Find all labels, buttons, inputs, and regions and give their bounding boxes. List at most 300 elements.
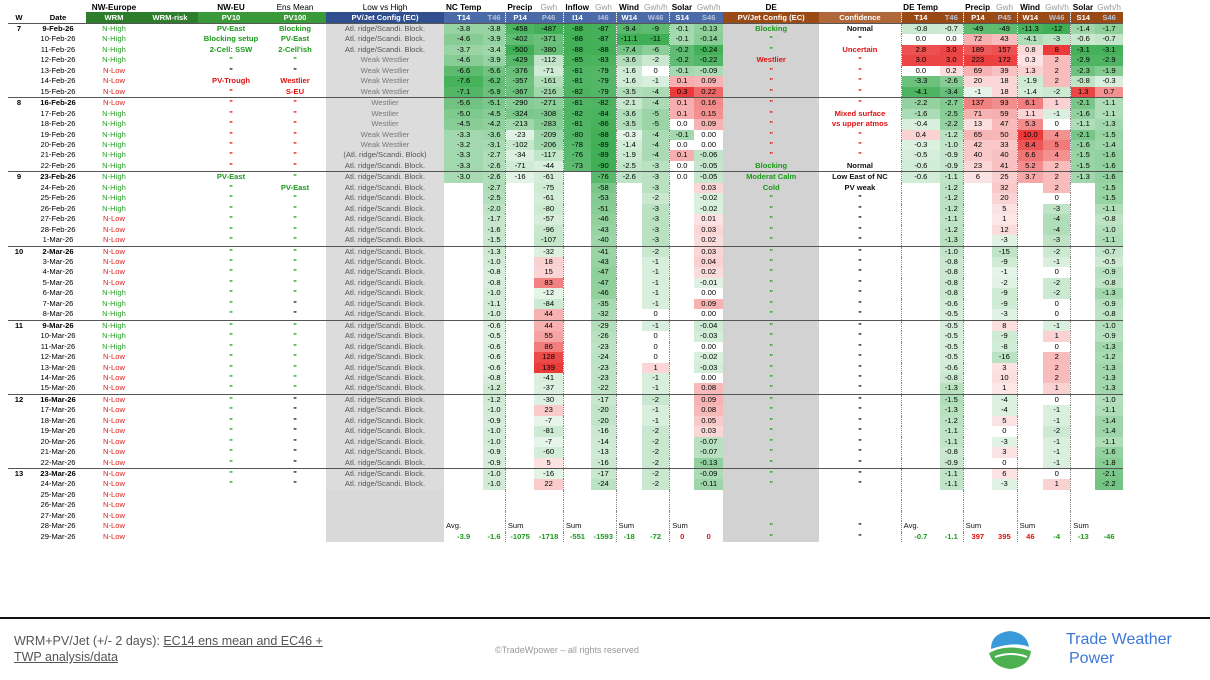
cell-de-t14: -0.7 xyxy=(901,532,940,542)
group-header-11: Inflow xyxy=(565,3,590,12)
cell-inflow-i46: -43 xyxy=(591,257,616,267)
cell-de-pv-jet-config: " xyxy=(723,363,819,373)
group-header-17: DE xyxy=(765,3,777,12)
cell-wrm-risk xyxy=(142,383,198,394)
cell-inflow-i46: -20 xyxy=(591,416,616,426)
table-row xyxy=(8,87,1123,98)
cell-de-p14: 137 xyxy=(963,98,992,109)
cell-pv-jet-config: Westlier xyxy=(326,98,444,109)
cell-confidence: " xyxy=(858,34,862,44)
cell-wind-w46: -1 xyxy=(642,288,670,298)
cell-precip-p46: -380 xyxy=(534,45,563,55)
cell-inflow-i14 xyxy=(563,479,591,489)
footer-source-link[interactable]: EC14 ens mean and EC46 + xyxy=(163,634,323,648)
cell-solar-s14 xyxy=(670,204,694,214)
cell-de-t46: -1.1 xyxy=(940,469,963,480)
cell-pv-jet-config: Atl. ridge/Scandi. Block. xyxy=(326,352,444,362)
cell-inflow-i46: -79 xyxy=(591,76,616,86)
cell-nc-t14 xyxy=(444,363,483,373)
cell-pv100: " xyxy=(293,65,297,75)
cell-de-s14 xyxy=(1071,331,1095,341)
cell-inflow-i46: -23 xyxy=(591,363,616,373)
table-row xyxy=(8,66,1123,76)
cell-de-w14 xyxy=(1017,278,1043,288)
cell-de-w46: -1 xyxy=(1043,257,1071,267)
cell-pv-jet-config: Weak Westlier xyxy=(326,76,444,86)
table-row xyxy=(8,288,1123,298)
cell-pv10: " xyxy=(229,214,233,224)
table-row xyxy=(8,426,1123,436)
cell-week xyxy=(8,278,30,288)
table-row xyxy=(8,204,1123,214)
cell-de-w46: -4 xyxy=(1043,214,1071,224)
cell-de-p45: 10 xyxy=(992,373,1017,383)
table-row xyxy=(8,469,1123,480)
cell-solar-s14: -0.1 xyxy=(670,66,694,76)
cell-de-s46: -0.7 xyxy=(1095,34,1123,44)
cell-wind-w14 xyxy=(616,225,642,235)
cell-de-w46 xyxy=(1043,490,1071,500)
cell-pv-jet-config: Atl. ridge/Scandi. Block. xyxy=(326,479,444,489)
cell-confidence: " xyxy=(858,309,862,319)
cell-pv-jet-config: Atl. ridge/Scandi. Block. xyxy=(326,214,444,224)
cell-wrm: N-Low xyxy=(103,500,125,510)
cell-wrm: N-Low xyxy=(103,383,125,393)
cell-wrm: N-Low xyxy=(103,65,125,75)
cell-pv100: Westlier xyxy=(280,76,310,86)
cell-precip-p14: -429 xyxy=(505,55,534,65)
cell-de-p45: 59 xyxy=(992,109,1017,119)
cell-solar-s46: -0.02 xyxy=(694,204,723,214)
cell-solar-s14 xyxy=(670,458,694,469)
cell-wind-w46: -1 xyxy=(642,383,670,394)
cell-week xyxy=(8,87,30,98)
cell-inflow-i14: -82 xyxy=(563,109,591,119)
cell-wind-w14: -3.5 xyxy=(616,87,642,98)
cell-pv10: " xyxy=(229,436,233,446)
cell-pv10: " xyxy=(229,160,233,170)
cell-pv10: " xyxy=(229,119,233,129)
cell-de-pv-jet-config xyxy=(723,511,819,521)
cell-de-pv-jet-config: " xyxy=(723,109,819,119)
cell-pv-jet-config: Weak Westlier xyxy=(326,55,444,65)
cell-date: 22-Mar-26 xyxy=(40,457,76,467)
cell-de-t46: -1.0 xyxy=(940,140,963,150)
cell-inflow-i14: -551 xyxy=(563,532,591,542)
cell-de-s14: -1.4 xyxy=(1071,24,1095,35)
cell-precip-p14: -290 xyxy=(505,98,534,109)
cell-wrm: N-Low xyxy=(86,246,142,257)
cell-solar-s46: 0.01 xyxy=(694,214,723,224)
cell-pv-jet-config: Atl. ridge/Scandi. Block. xyxy=(326,405,444,415)
cell-wrm-risk xyxy=(142,352,198,362)
cell-nc-t14 xyxy=(444,288,483,298)
cell-de-p14 xyxy=(963,267,992,277)
cell-nc-t14 xyxy=(444,469,483,480)
cell-de-s46 xyxy=(1095,511,1123,521)
cell-date: 10-Mar-26 xyxy=(40,331,76,341)
cell-de-w46: 4 xyxy=(1043,130,1071,140)
cell-pv10: PV-Trough xyxy=(212,76,250,86)
cell-de-w14: -11.3 xyxy=(1017,24,1043,35)
cell-pv-jet-config: Atl. ridge/Scandi. Block. xyxy=(326,161,444,172)
cell-pv100: " xyxy=(293,193,297,203)
cell-de-pv-jet-config: " xyxy=(723,521,819,531)
cell-wrm: N-High xyxy=(102,55,126,65)
cell-de-t14 xyxy=(901,246,940,257)
cell-date: 20-Feb-26 xyxy=(40,139,76,149)
cell-nc-t14: -3.3 xyxy=(444,161,483,172)
cell-nc-t14: -3.2 xyxy=(444,140,483,150)
cell-de-p14 xyxy=(963,288,992,298)
cell-solar-s14 xyxy=(670,373,694,383)
cell-week xyxy=(8,66,30,76)
cell-de-p14: 223 xyxy=(963,55,992,65)
group-header-14: Gwh/h xyxy=(644,3,668,12)
cell-de-s46: -1.8 xyxy=(1095,458,1123,469)
cell-de-s46: -1.6 xyxy=(1095,150,1123,160)
cell-de-s14 xyxy=(1071,309,1095,320)
cell-wrm: N-Low xyxy=(103,531,125,541)
cell-nc-t14 xyxy=(444,447,483,457)
cell-wind-w14: -1.9 xyxy=(616,150,642,160)
cell-nc-t14: -3.0 xyxy=(444,172,483,183)
cell-week xyxy=(8,447,30,457)
cell-precip-p46: 128 xyxy=(534,352,563,362)
cell-wind-w46: -9 xyxy=(642,24,670,35)
cell-de-p45: 41 xyxy=(992,161,1017,172)
cell-inflow-i14 xyxy=(563,394,591,405)
cell-de-p45: 6 xyxy=(992,469,1017,480)
cell-de-w14 xyxy=(1017,458,1043,469)
cell-de-t14: 3.0 xyxy=(901,55,940,65)
cell-nc-t46: -2.0 xyxy=(483,204,505,214)
cell-de-s46: -1.5 xyxy=(1095,130,1123,140)
cell-wrm: N-Low xyxy=(86,469,142,480)
cell-solar-s14 xyxy=(670,511,694,521)
cell-precip-p46: 139 xyxy=(534,363,563,373)
cell-solar-s46: 0.00 xyxy=(694,373,723,383)
cell-de-pv-jet-config: " xyxy=(723,426,819,436)
footer-source-link-2[interactable]: TWP analysis/data xyxy=(14,650,118,664)
cell-de-w46: 0 xyxy=(1043,342,1071,352)
cell-de-t46: -1.3 xyxy=(940,235,963,246)
cell-nc-t14 xyxy=(444,426,483,436)
table-row xyxy=(8,352,1123,362)
cell-de-pv-jet-config: " xyxy=(723,352,819,362)
cell-de-pv-jet-config: " xyxy=(723,288,819,298)
cell-pv100: " xyxy=(293,309,297,319)
cell-de-t14: -0.4 xyxy=(901,119,940,129)
cell-de-t14 xyxy=(901,383,940,394)
cell-solar-s14 xyxy=(670,331,694,341)
cell-de-t46: -1.1 xyxy=(940,214,963,224)
cell-de-t46: -0.5 xyxy=(940,309,963,320)
cell-solar-s14 xyxy=(670,447,694,457)
cell-precip-p46: -57 xyxy=(534,214,563,224)
cell-de-t14 xyxy=(901,257,940,267)
cell-nc-t14: -6.6 xyxy=(444,66,483,76)
cell-de-p45: 157 xyxy=(992,45,1017,55)
cell-week xyxy=(8,161,30,172)
cell-precip-p14: -71 xyxy=(505,161,534,172)
cell-nc-t46: -0.8 xyxy=(483,278,505,288)
cell-wind-w14 xyxy=(616,204,642,214)
cell-de-s46: -1.1 xyxy=(1095,437,1123,447)
cell-pv-jet-config xyxy=(326,532,444,542)
cell-wind-w46: -1 xyxy=(642,299,670,309)
cell-week xyxy=(8,214,30,224)
cell-precip-p46: 5 xyxy=(534,458,563,469)
group-header-16: Gwh/h xyxy=(696,3,721,12)
cell-week xyxy=(8,299,30,309)
cell-de-t46: -0.5 xyxy=(940,320,963,331)
cell-de-pv-jet-config xyxy=(723,500,819,510)
cell-de-w46: 1 xyxy=(1043,331,1071,341)
group-header-1 xyxy=(30,3,86,12)
cell-pv100: " xyxy=(293,277,297,287)
cell-nc-t46: -0.6 xyxy=(483,352,505,362)
cell-pv10: " xyxy=(229,108,233,118)
cell-de-w46: 2 xyxy=(1043,161,1071,172)
cell-de-s14 xyxy=(1071,447,1095,457)
cell-de-w14: 0.3 xyxy=(1017,55,1043,65)
cell-de-w14: -1.9 xyxy=(1017,76,1043,86)
cell-de-p45: -9 xyxy=(992,331,1017,341)
cell-wrm: N-Low xyxy=(103,405,125,415)
cell-pv10: PV-East xyxy=(198,172,264,183)
cell-pv10: 2-Cell: SSW xyxy=(209,44,253,54)
cell-pv100: " xyxy=(293,139,297,149)
cell-de-p45: -9 xyxy=(992,257,1017,267)
cell-pv-jet-config: Atl. ridge/Scandi. Block. xyxy=(326,373,444,383)
cell-de-w46: -2 xyxy=(1043,426,1071,436)
cell-week xyxy=(8,479,30,489)
cell-confidence: " xyxy=(858,331,862,341)
cell-precip-p46: -216 xyxy=(534,87,563,98)
cell-de-p14 xyxy=(963,352,992,362)
cell-nc-t14 xyxy=(444,193,483,203)
cell-wind-w14: -18 xyxy=(616,532,642,542)
cell-date: 4-Mar-26 xyxy=(42,267,74,277)
cell-de-p45 xyxy=(992,521,1017,531)
cell-de-s46: -2.2 xyxy=(1095,479,1123,489)
cell-solar-s46: -0.05 xyxy=(694,161,723,172)
cell-de-pv-jet-config: " xyxy=(723,458,819,469)
cell-nc-t46: -0.6 xyxy=(483,342,505,352)
cell-de-s46: -1.4 xyxy=(1095,426,1123,436)
group-header-12: Gwh xyxy=(595,3,612,12)
cell-nc-t14: -3.8 xyxy=(444,24,483,35)
cell-pv10: " xyxy=(229,447,233,457)
cell-solar-s46: 0.00 xyxy=(694,130,723,140)
cell-wrm: N-High xyxy=(102,331,126,341)
cell-de-p14 xyxy=(963,469,992,480)
cell-wind-w46: -2 xyxy=(642,394,670,405)
cell-de-pv-jet-config: " xyxy=(723,342,819,352)
cell-pv10: " xyxy=(229,479,233,489)
cell-precip-p46: -1718 xyxy=(538,531,559,541)
cell-nc-t14 xyxy=(444,183,483,193)
cell-de-p45: -1 xyxy=(992,267,1017,277)
cell-inflow-i14 xyxy=(563,490,591,500)
cell-de-w46: 0 xyxy=(1043,119,1071,129)
cell-week: 9 xyxy=(8,172,30,183)
cell-de-p45: 20 xyxy=(992,193,1017,203)
cell-solar-s46 xyxy=(694,490,723,500)
cell-week xyxy=(8,76,30,86)
cell-precip-p14: -16 xyxy=(505,172,534,183)
cell-de-s46: -1.0 xyxy=(1095,394,1123,405)
cell-precip-p14: -367 xyxy=(505,87,534,98)
table-row xyxy=(8,394,1123,405)
cell-solar-s46: 0.05 xyxy=(694,416,723,426)
cell-wrm-risk xyxy=(142,55,198,65)
cell-de-w14 xyxy=(1017,288,1043,298)
cell-inflow-i14 xyxy=(563,278,591,288)
group-header-9: Precip xyxy=(507,3,533,12)
cell-wind-w14: -0.3 xyxy=(616,130,642,140)
cell-date: 24-Feb-26 xyxy=(40,182,76,192)
cell-nc-t46: -0.8 xyxy=(483,373,505,383)
cell-precip-p46 xyxy=(534,511,563,521)
cell-date: 17-Feb-26 xyxy=(40,108,76,118)
footer-source-note xyxy=(14,633,374,665)
cell-pv10: " xyxy=(229,331,233,341)
cell-inflow-i46: -46 xyxy=(591,214,616,224)
cell-wind-w14 xyxy=(616,500,642,510)
cell-wind-w14 xyxy=(616,383,642,394)
cell-de-s14 xyxy=(1071,342,1095,352)
cell-solar-s46: -0.11 xyxy=(694,479,723,489)
cell-inflow-i14 xyxy=(563,352,591,362)
cell-confidence: " xyxy=(858,55,862,65)
cell-de-pv-jet-config: Cold xyxy=(723,183,819,193)
cell-nc-t46: -1.6 xyxy=(487,531,501,541)
cell-inflow-i46: -26 xyxy=(591,331,616,341)
cell-de-w14: 6.1 xyxy=(1017,98,1043,109)
cell-wind-w14 xyxy=(616,469,642,480)
cell-precip-p46: -12 xyxy=(534,288,563,298)
cell-de-w46: -1 xyxy=(1043,109,1071,119)
cell-pv10: " xyxy=(229,405,233,415)
cell-de-p45: -3 xyxy=(992,309,1017,320)
cell-inflow-i14 xyxy=(563,320,591,331)
cell-de-p14: -49 xyxy=(963,24,992,35)
cell-pv-jet-config: Atl. ridge/Scandi. Block. xyxy=(326,288,444,298)
cell-de-w14 xyxy=(1017,267,1043,277)
cell-confidence: " xyxy=(858,267,862,277)
cell-confidence: vs upper atmos xyxy=(831,119,888,129)
cell-wrm: N-High xyxy=(86,320,142,331)
cell-wind-w46: -1 xyxy=(642,267,670,277)
cell-nc-t14: -7.6 xyxy=(444,76,483,86)
cell-wind-w46: 0 xyxy=(642,342,670,352)
cell-de-t46: -1.2 xyxy=(940,130,963,140)
cell-wind-w46 xyxy=(642,490,670,500)
cell-date: 6-Mar-26 xyxy=(42,288,74,298)
cell-de-t46: -2.6 xyxy=(940,76,963,86)
cell-wind-w46: 0 xyxy=(642,331,670,341)
cell-pv100: " xyxy=(293,288,297,298)
cell-de-pv-jet-config: " xyxy=(723,309,819,320)
cell-de-w46: 0 xyxy=(1043,193,1071,203)
cell-solar-s46: 0 xyxy=(706,531,711,541)
cell-de-w46: 4 xyxy=(1043,150,1071,160)
cell-precip-p14 xyxy=(505,288,534,298)
cell-precip-p46: -30 xyxy=(534,394,563,405)
cell-wrm-risk xyxy=(142,172,198,183)
cell-pv100: PV-East xyxy=(280,34,310,44)
cell-precip-p14 xyxy=(505,183,534,193)
cell-week xyxy=(8,500,30,510)
cell-solar-s46: 0.04 xyxy=(694,257,723,267)
table-row xyxy=(8,309,1123,320)
cell-solar-s46: -0.07 xyxy=(694,447,723,457)
cell-pv10 xyxy=(198,521,264,531)
cell-de-s46: -3.1 xyxy=(1095,45,1123,55)
cell-de-t14 xyxy=(901,342,940,352)
table-row xyxy=(8,363,1123,373)
cell-de-p45: 0 xyxy=(992,458,1017,469)
cell-solar-s14 xyxy=(670,267,694,277)
cell-nc-t46: -1.6 xyxy=(483,225,505,235)
cell-wind-w46: -1 xyxy=(642,76,670,86)
table-row xyxy=(8,161,1123,172)
cell-date: 19-Feb-26 xyxy=(40,129,76,139)
table-row xyxy=(8,214,1123,224)
cell-de-s14: -1.3 xyxy=(1071,172,1095,183)
cell-date: 29-Mar-26 xyxy=(40,531,76,541)
cell-de-t46: 3.0 xyxy=(940,45,963,55)
table-row xyxy=(8,109,1123,119)
cell-de-s46: -1.1 xyxy=(1095,204,1123,214)
cell-precip-p14 xyxy=(505,405,534,415)
cell-pv100 xyxy=(264,500,326,510)
cell-pv-jet-config: Atl. ridge/Scandi. Block. xyxy=(326,193,444,203)
cell-de-w46: -2 xyxy=(1043,288,1071,298)
cell-wrm-risk xyxy=(142,257,198,267)
cell-de-t14 xyxy=(901,225,940,235)
cell-solar-s46: -0.01 xyxy=(694,278,723,288)
cell-de-p14: 65 xyxy=(963,130,992,140)
cell-de-p45: 32 xyxy=(992,183,1017,193)
cell-pv-jet-config: Atl. ridge/Scandi. Block. xyxy=(326,394,444,405)
cell-de-p45: -15 xyxy=(992,246,1017,257)
cell-inflow-i14: Sum xyxy=(563,521,591,531)
cell-week: 11 xyxy=(8,320,30,331)
cell-week xyxy=(8,331,30,341)
cell-precip-p46: -37 xyxy=(534,383,563,394)
group-header-25: Solar xyxy=(1072,3,1094,12)
cell-de-p45: 39 xyxy=(992,66,1017,76)
cell-wind-w46: -4 xyxy=(642,140,670,150)
cell-de-p45: 395 xyxy=(998,531,1011,541)
cell-inflow-i14 xyxy=(563,363,591,373)
cell-solar-s46 xyxy=(694,511,723,521)
cell-week xyxy=(8,288,30,298)
cell-wind-w14 xyxy=(616,246,642,257)
cell-inflow-i14: -81 xyxy=(563,66,591,76)
cell-precip-p14 xyxy=(505,246,534,257)
cell-precip-p14: -357 xyxy=(505,76,534,86)
cell-de-w46: -2 xyxy=(1043,87,1071,98)
cell-de-p14: 20 xyxy=(963,76,992,86)
cell-date: 21-Feb-26 xyxy=(40,150,76,160)
cell-de-pv-jet-config: " xyxy=(723,373,819,383)
cell-pv100: " xyxy=(293,331,297,341)
cell-de-t46: -1.3 xyxy=(940,405,963,415)
